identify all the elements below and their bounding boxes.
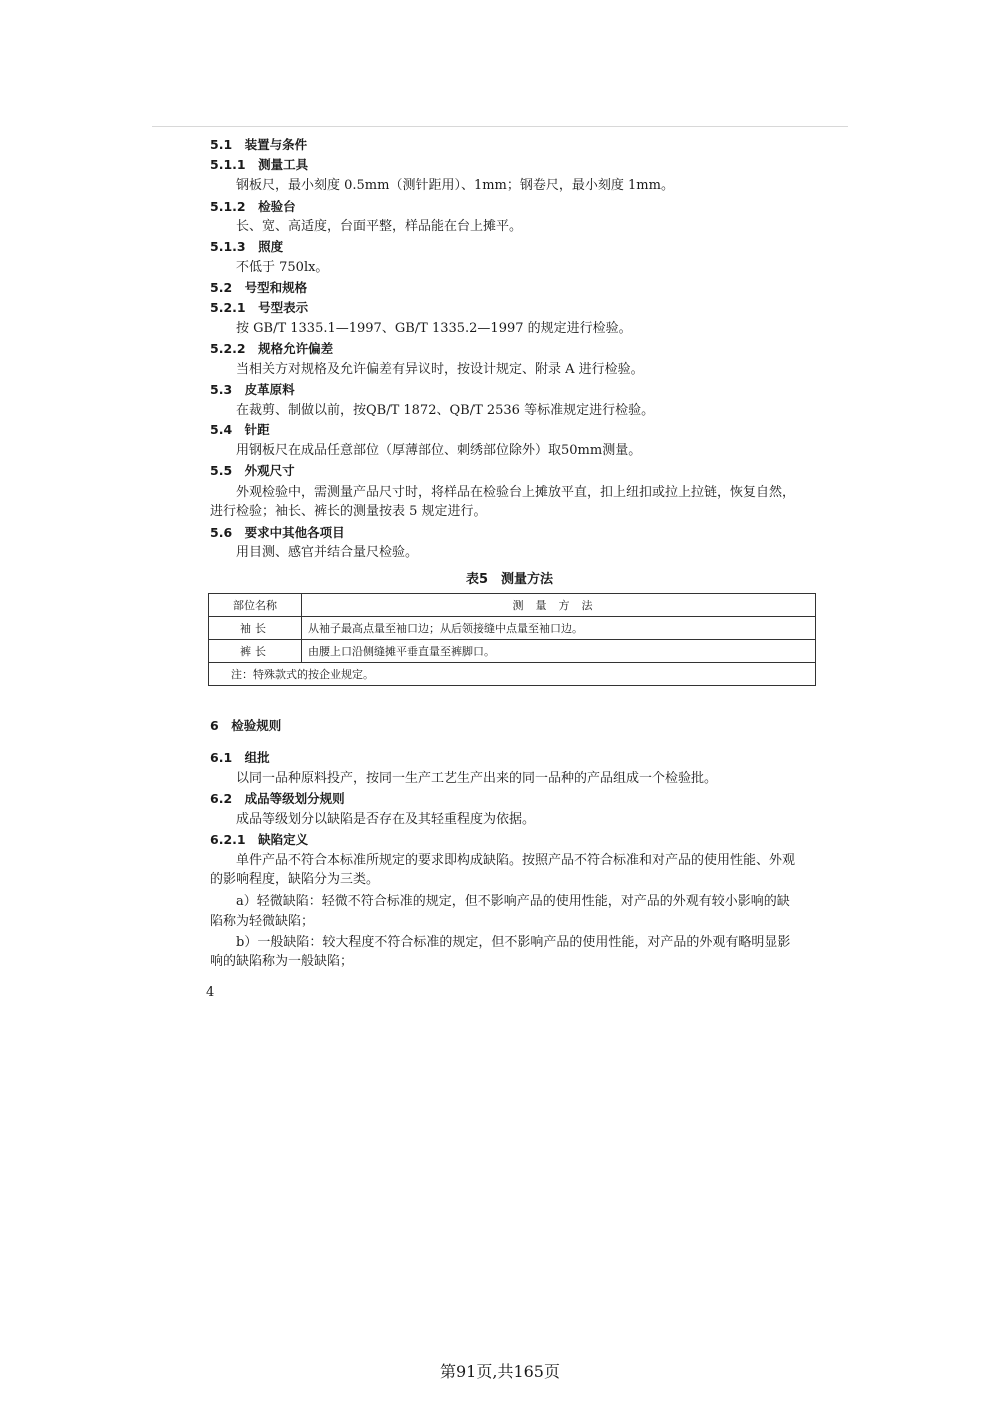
heading-5-1-2: 5.1.2 检验台 [210,199,296,214]
table-cell: 从袖子最高点量至袖口边；从后领接缝中点量至袖口边。 [302,617,816,640]
heading-5-5: 5.5 外观尺寸 [210,463,295,478]
page-number: 4 [206,985,215,1000]
text-5-5-b: 进行检验；袖长、裤长的测量按表 5 规定进行。 [210,504,487,519]
heading-6-2: 6.2 成品等级划分规则 [210,791,345,806]
table-row [209,640,816,663]
text-6-2-1-f: 响的缺陷称为一般缺陷； [210,954,354,969]
heading-5-2: 5.2 号型和规格 [210,280,308,295]
heading-6-1: 6.1 组批 [210,750,270,765]
text-6-1: 以同一品种原料投产，按同一生产工艺生产出来的同一品种的产品组成一个检验批。 [236,771,718,786]
heading-6-2-1: 6.2.1 缺陷定义 [210,832,309,847]
top-rule [152,126,848,127]
heading-5-1: 5.1 装置与条件 [210,137,308,152]
text-5-4: 用钢板尺在成品任意部位（厚薄部位、刺绣部位除外）取50mm测量。 [236,443,642,458]
text-5-1-3: 不低于 750lx。 [236,260,329,275]
text-6-2-1-e: b）一般缺陷：较大程度不符合标准的规定，但不影响产品的使用性能，对产品的外观有略明显影 [236,935,791,950]
table-header-row [209,594,816,617]
table-cell: 由腰上口沿侧缝摊平垂直量至裤脚口。 [302,640,816,663]
table-cell: 裤长 [209,640,302,663]
heading-5-2-1: 5.2.1 号型表示 [210,300,309,315]
text-5-5-a: 外观检验中，需测量产品尺寸时，将样品在检验台上摊放平直，扣上纽扣或拉上拉链，恢复自然， [236,485,796,500]
measurement-table [208,593,816,686]
heading-6: 6 检验规则 [210,718,282,733]
text-6-2-1-a: 单件产品不符合本标准所规定的要求即构成缺陷。按照产品不符合标准和对产品的使用性能、外观 [236,853,796,868]
heading-5-6: 5.6 要求中其他各项目 [210,525,345,540]
text-6-2-1-b: 的影响程度，缺陷分为三类。 [210,872,380,887]
text-5-1-2: 长、宽、高适度，台面平整，样品能在台上摊平。 [236,219,523,234]
text-6-2-1-c: a）轻微缺陷：轻微不符合标准的规定，但不影响产品的使用性能，对产品的外观有较小影响的缺 [236,894,790,909]
table-note: 注：特殊款式的按企业规定。 [209,663,816,686]
table-note-row [209,663,816,686]
heading-5-3: 5.3 皮革原料 [210,382,295,397]
heading-5-1-1: 5.1.1 测量工具 [210,157,309,172]
table-cell: 袖长 [209,617,302,640]
text-5-3: 在裁剪、制做以前，按QB/T 1872、QB/T 2536 等标准规定进行检验。 [236,403,655,418]
text-6-2-1-d: 陷称为轻微缺陷； [210,914,315,929]
page-counter-footer: 第91页,共165页 [440,1362,560,1381]
text-5-2-1: 按 GB/T 1335.1—1997、GB/T 1335.2—1997 的规定进行检验。 [236,321,632,336]
table-header: 部位名称 [209,594,302,617]
heading-5-1-3: 5.1.3 照度 [210,239,284,254]
text-5-1-1: 钢板尺，最小刻度 0.5mm（测针距用）、1mm；钢卷尺，最小刻度 1mm。 [236,178,674,193]
table-title: 表5 测量方法 [466,572,554,587]
heading-5-2-2: 5.2.2 规格允许偏差 [210,341,334,356]
text-5-2-2: 当相关方对规格及允许偏差有异议时，按设计规定、附录 A 进行检验。 [236,362,644,377]
table-header: 测量方法 [302,594,816,617]
text-5-6: 用目测、感官并结合量尺检验。 [236,545,419,560]
text-6-2: 成品等级划分以缺陷是否存在及其轻重程度为依据。 [236,812,536,827]
heading-5-4: 5.4 针距 [210,422,270,437]
table-row [209,617,816,640]
